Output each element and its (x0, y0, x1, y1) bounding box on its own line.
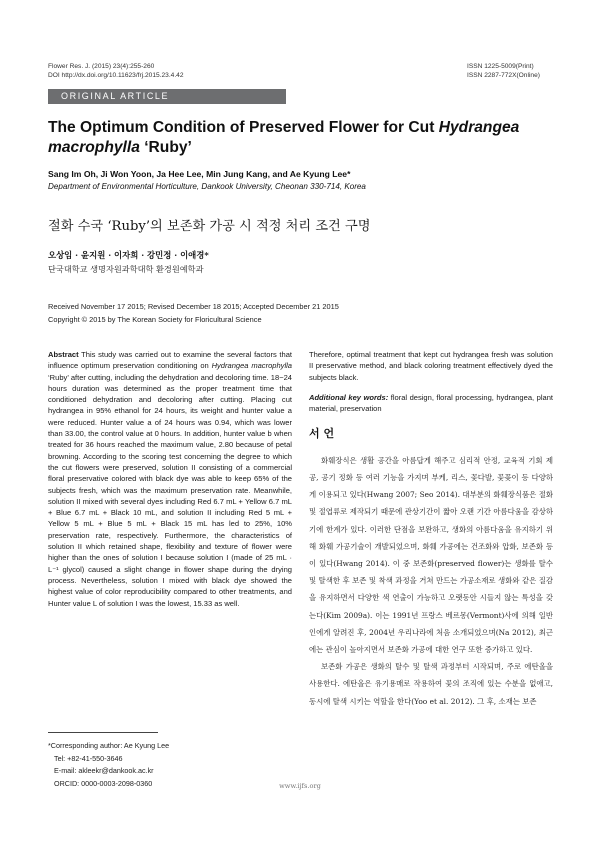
title-part-2: ‘Ruby’ (139, 139, 192, 156)
footnote-divider (48, 732, 158, 733)
issn-online: ISSN 2287-772X(Online) (467, 72, 540, 79)
corresponding-orcid: ORCID: 0000-0003-2098-0360 (54, 778, 153, 788)
corresponding-tel: Tel: +82-41-550-3646 (54, 753, 123, 763)
title-species: Hydrangea macrophylla (48, 119, 520, 156)
keywords-line (309, 392, 553, 415)
korean-author-list: 오상임 · 윤지원 · 이자희 · 강민정 · 이애경* (48, 250, 209, 260)
journal-header-right (467, 62, 540, 80)
journal-citation: Flower Res. J. (2015) 23(4):255-260 (48, 63, 155, 70)
corresponding-email[interactable]: E-mail: akleekr@dankook.ac.kr (54, 766, 154, 775)
abstract-label: Abstract (48, 350, 79, 359)
korean-affiliation: 단국대학교 생명자원과학대학 환경원예학과 (48, 264, 204, 274)
issn-print: ISSN 1225-5009(Print) (467, 63, 534, 70)
title-part-1: The Optimum Condition of Preserved Flower for Cut (48, 119, 439, 136)
abstract-text-1: This study was carried out to examine the several factors that influence optimum preservation conditioning on (48, 350, 292, 371)
korean-title: 절화 수국 ‘Ruby’의 보존화 가공 시 적정 처리 조건 구명 (48, 219, 371, 234)
keywords-label: Additional key words: (309, 392, 389, 402)
right-column (309, 349, 553, 710)
article-type-banner: ORIGINAL ARTICLE (48, 89, 286, 104)
abstract-paragraph (48, 349, 292, 609)
journal-header-left (48, 62, 184, 80)
introduction-paragraph-1: 화훼장식은 생활 공간을 아름답게 해주고 심리적 안정, 교육적 기회 제공, 공기 정화 등 여러 기능을 가지며 부케, 리스, 꽃다발, 꽃꽂이 등 다양하게 이용되고 있다(Hwang 2007; Seo 2014). 대부분의 화훼장식품은 절화 및 절엽류로 제작되기 때문에 관상기간이 짧아 오랜 기간 아름다움을 감상하기에 한계가 있다. 이러한 단점을 보완하고, 생화의 아름다움을 유지하기 위해 화훼 가공기술이 개발되었으며, 화훼 가공에는 건조화와 압화, 보존화 등이 있다(Hwang 2014). 이 중 보존화(preserved flower)는 생화를 탈수 및 탈색한 후 보존 및 착색 과정을 거쳐 만드는 가공소재로 생화와 같은 질감을 유지하면서 다양한 색 연출이 가능하고 오랫동안 시들지 않는 특성을 갖는다(Kim 2009a). 이는 1991년 프랑스 베르몽(Vermont)사에 의해 일반인에게 알려진 후, 2004년 우리나라에 처음 소개되었으며(Na 2012), 최근에는 관심이 높아지면서 보존화 가공에 대한 연구 또한 증가하고 있다. (309, 455, 553, 655)
article-title (48, 118, 558, 158)
footer-url[interactable]: www.ijfs.org (279, 782, 321, 790)
abstract-continuation: Therefore, optimal treatment that kept cut hydrangea fresh was solution II preservative method, and black coloring treatment effectively dyed the subjects black. (309, 350, 553, 382)
introduction-paragraph-2: 보존화 가공은 생화의 탈수 및 탈색 과정부터 시작되며, 주로 에탄올을 사용한다. 에탄올은 유기용매로 작용하여 꽃의 조직에 있는 수분을 없애고, 동시에 탈색 시키는 역할을 한다(Yoo et al. 2012). 그 후, 소재는 보존 (309, 662, 553, 706)
abstract-column (48, 349, 292, 609)
copyright-notice: Copyright © 2015 by The Korean Society for Floricultural Science (48, 315, 262, 324)
author-affiliation: Department of Environmental Horticulture, Dankook University, Cheonan 330-714, Korea (48, 182, 366, 191)
keywords-text: floral design, floral processing, hydrangea, plant material, preservation (309, 392, 553, 414)
corresponding-author: *Corresponding author: Ae Kyung Lee (48, 741, 170, 750)
introduction-body (309, 452, 553, 710)
abstract-text-2: ‘Ruby’ after cutting, including the dehydration and decoloring time. 18−24 hours duration was determined as the proper treatment time that conditioned dehydration and decoloring after cutting. Placing cut hydrangea in 95% ethanol for 24 hours, its weight and hunter value a were reduced. Hunter value a of 24 hours was 0.94, which was lower than 33.00, the control value at 0 hours. In addition, hunter value b when treated for 36 hours reached the maximum value, 2.80 because of petal browning. According to the scoring test concerning the degree to which the cut flowers were preserved, solution II consisting of a commercial floral preservative colored with black dye was able to keep 65% of the subjects fresh, which was the maximum preservation rate. Meanwhile, solution II mixed with several dyes including Red 6.7 mL + Yellow 6.7 mL + Blue 6.7 mL + Black 10 mL, and solution II including Red 5 mL + Yellow 5 mL + Blue 5 mL + Black 15 mL has led to 25%, 10% preservation rate, respectively. Furthermore, the characteristics of solution II which retained shape, flexibility and texture of flower were higher than the ones of solution I because solution I (made of 25 mL · L⁻¹ glycol) caused a slight change in flower shape during the drying process. Nevertheless, solution I mixed with black dye showed the highest value of color reproducibility compared to other treatments, and Hunter value L of solution I was the lowest, 15.33 as well. (48, 372, 292, 608)
abstract-species: Hydrangea macrophylla (211, 361, 293, 371)
submission-dates: Received November 17 2015; Revised December 18 2015; Accepted December 21 2015 (48, 302, 339, 311)
doi-link[interactable]: DOI http://dx.doi.org/10.11623/frj.2015.23.4.42 (48, 72, 184, 79)
author-list: Sang Im Oh, Ji Won Yoon, Ja Hee Lee, Min Jung Kang, and Ae Kyung Lee* (48, 169, 351, 179)
introduction-heading: 서 언 (309, 427, 335, 441)
